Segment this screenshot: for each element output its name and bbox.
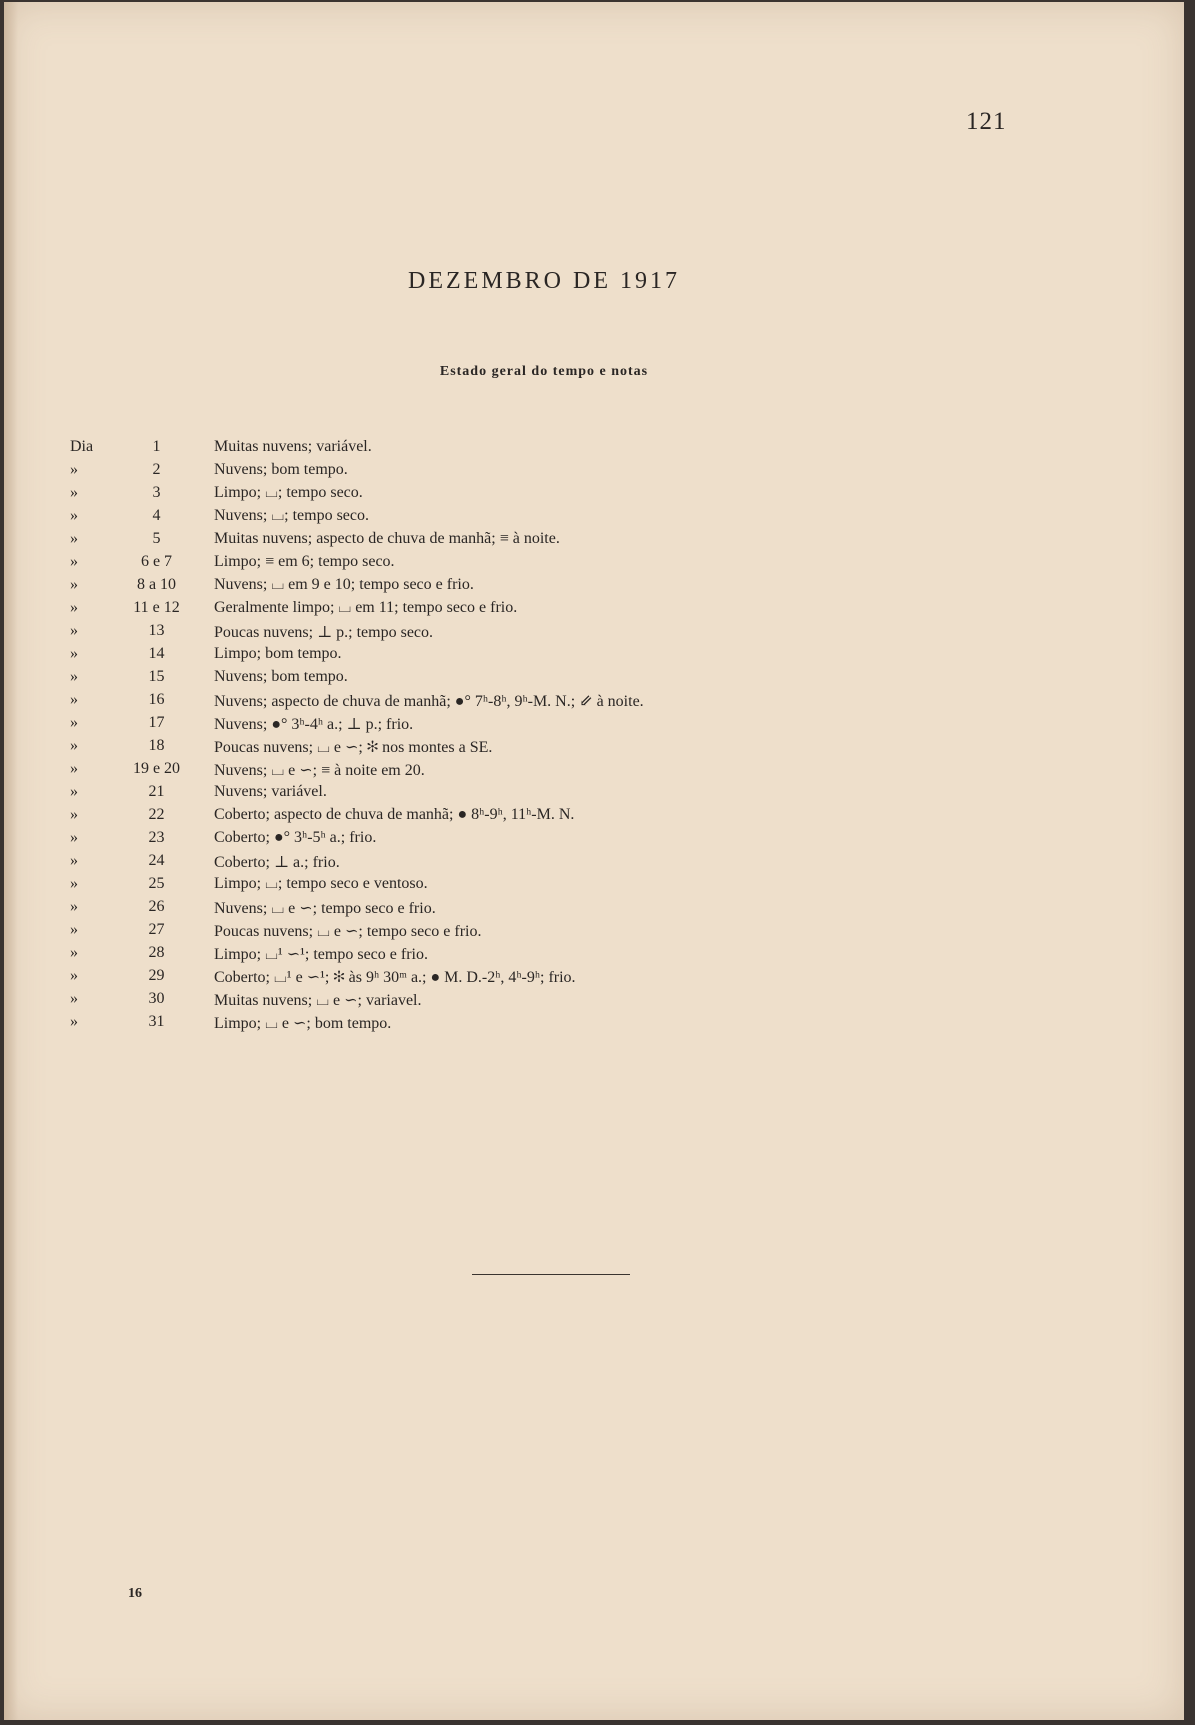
row-day: 13	[148, 622, 165, 639]
table-row	[4, 576, 904, 599]
row-day: 3	[152, 484, 161, 501]
row-day: 27	[148, 921, 165, 938]
row-label: »	[70, 691, 78, 708]
row-note: Limpo; ⌴ e ∽; bom tempo.	[214, 1015, 392, 1032]
row-day: 19 e 20	[132, 760, 181, 777]
row-note: Nuvens; ⌴ e ∽; ≡ à noite em 20.	[214, 762, 425, 779]
row-day: 16	[148, 691, 165, 708]
row-day: 21	[148, 783, 165, 800]
row-note: Nuvens; ⌴ em 9 e 10; tempo seco e frio.	[214, 576, 474, 593]
table-row	[4, 691, 904, 714]
row-day: 29	[148, 967, 165, 984]
horizontal-rule	[472, 1274, 630, 1275]
row-day: 1	[152, 438, 161, 455]
row-note: Limpo; ≡ em 6; tempo seco.	[214, 553, 395, 570]
row-note: Coberto; ●° 3ʰ-5ʰ a.; frio.	[214, 829, 377, 846]
table-row	[4, 622, 904, 645]
row-label: »	[70, 622, 78, 639]
table-row	[4, 668, 904, 691]
page-title: DEZEMBRO DE 1917	[408, 268, 680, 294]
footer-signature-number: 16	[128, 1586, 142, 1601]
row-label: »	[70, 829, 78, 846]
row-note: Limpo; ⌴; tempo seco.	[214, 484, 363, 501]
row-day: 22	[148, 806, 165, 823]
row-day: 11 e 12	[133, 599, 180, 616]
row-label: »	[70, 1013, 78, 1030]
row-label: »	[70, 599, 78, 616]
row-label: »	[70, 806, 78, 823]
table-row	[4, 553, 904, 576]
page-number: 121	[966, 108, 1007, 135]
row-note: Muitas nuvens; ⌴ e ∽; variavel.	[214, 992, 422, 1009]
table-row	[4, 875, 904, 898]
table-row	[4, 783, 904, 806]
table-row	[4, 645, 904, 668]
row-day: 17	[148, 714, 165, 731]
table-row	[4, 898, 904, 921]
row-day: 14	[148, 645, 165, 662]
row-label: »	[70, 898, 78, 915]
table-row	[4, 599, 904, 622]
row-day: 4	[152, 507, 161, 524]
row-label: »	[70, 530, 78, 547]
row-label: »	[70, 944, 78, 961]
table-row	[4, 944, 904, 967]
row-note: Nuvens; ●° 3ʰ-4ʰ a.; ⊥ p.; frio.	[214, 716, 414, 733]
row-label: »	[70, 990, 78, 1007]
table-row	[4, 507, 904, 530]
row-day: 23	[148, 829, 165, 846]
row-label: »	[70, 760, 78, 777]
row-day: 6 e 7	[140, 553, 173, 570]
row-day: 26	[148, 898, 165, 915]
table-row	[4, 852, 904, 875]
row-note: Limpo; bom tempo.	[214, 645, 342, 662]
section-subtitle: Estado geral do tempo e notas	[439, 364, 649, 379]
row-label: Dia	[70, 438, 94, 455]
document-page	[4, 2, 1184, 1720]
row-day: 5	[152, 530, 161, 547]
row-note: Coberto; ⊥ a.; frio.	[214, 854, 340, 871]
row-label: »	[70, 714, 78, 731]
row-day: 28	[148, 944, 165, 961]
row-label: »	[70, 553, 78, 570]
row-label: »	[70, 507, 78, 524]
table-row	[4, 714, 904, 737]
table-row	[4, 438, 904, 461]
row-note: Muitas nuvens; aspecto de chuva de manhã; ≡ à noite.	[214, 530, 560, 547]
row-note: Coberto; ⌴¹ e ∽¹; ✻ às 9ʰ 30ᵐ a.; ● M. D.-2ʰ, 4ʰ-9ʰ; frio.	[214, 969, 576, 986]
row-label: »	[70, 576, 78, 593]
row-label: »	[70, 461, 78, 478]
row-label: »	[70, 645, 78, 662]
row-label: »	[70, 967, 78, 984]
row-label: »	[70, 484, 78, 501]
table-row	[4, 737, 904, 760]
table-row	[4, 990, 904, 1013]
row-day: 15	[148, 668, 165, 685]
row-day: 24	[148, 852, 165, 869]
row-day: 18	[148, 737, 165, 754]
table-row	[4, 461, 904, 484]
table-row	[4, 484, 904, 507]
row-note: Muitas nuvens; variável.	[214, 438, 372, 455]
row-label: »	[70, 921, 78, 938]
row-note: Coberto; aspecto de chuva de manhã; ● 8ʰ-9ʰ, 11ʰ-M. N.	[214, 806, 575, 823]
row-day: 31	[148, 1013, 165, 1030]
row-note: Poucas nuvens; ⊥ p.; tempo seco.	[214, 624, 434, 641]
row-day: 8 a 10	[136, 576, 177, 593]
row-note: Geralmente limpo; ⌴ em 11; tempo seco e frio.	[214, 599, 518, 616]
row-note: Poucas nuvens; ⌴ e ∽; ✻ nos montes a SE.	[214, 739, 493, 756]
row-note: Nuvens; aspecto de chuva de manhã; ●° 7ʰ-8ʰ, 9ʰ-M. N.; ⇙ à noite.	[214, 693, 644, 710]
row-note: Limpo; ⌴; tempo seco e ventoso.	[214, 875, 428, 892]
row-note: Limpo; ⌴¹ ∽¹; tempo seco e frio.	[214, 946, 428, 963]
row-label: »	[70, 875, 78, 892]
row-note: Nuvens; bom tempo.	[214, 668, 348, 685]
row-label: »	[70, 737, 78, 754]
row-day: 25	[148, 875, 165, 892]
table-row	[4, 829, 904, 852]
row-note: Nuvens; ⌴ e ∽; tempo seco e frio.	[214, 900, 436, 917]
row-note: Poucas nuvens; ⌴ e ∽; tempo seco e frio.	[214, 923, 482, 940]
row-label: »	[70, 852, 78, 869]
table-row	[4, 967, 904, 990]
row-note: Nuvens; bom tempo.	[214, 461, 348, 478]
row-label: »	[70, 668, 78, 685]
table-row	[4, 760, 904, 783]
row-note: Nuvens; variável.	[214, 783, 327, 800]
row-day: 2	[152, 461, 161, 478]
table-row	[4, 806, 904, 829]
row-label: »	[70, 783, 78, 800]
row-note: Nuvens; ⌴; tempo seco.	[214, 507, 369, 524]
table-row	[4, 921, 904, 944]
table-row	[4, 530, 904, 553]
row-day: 30	[148, 990, 165, 1007]
table-row	[4, 1013, 904, 1036]
